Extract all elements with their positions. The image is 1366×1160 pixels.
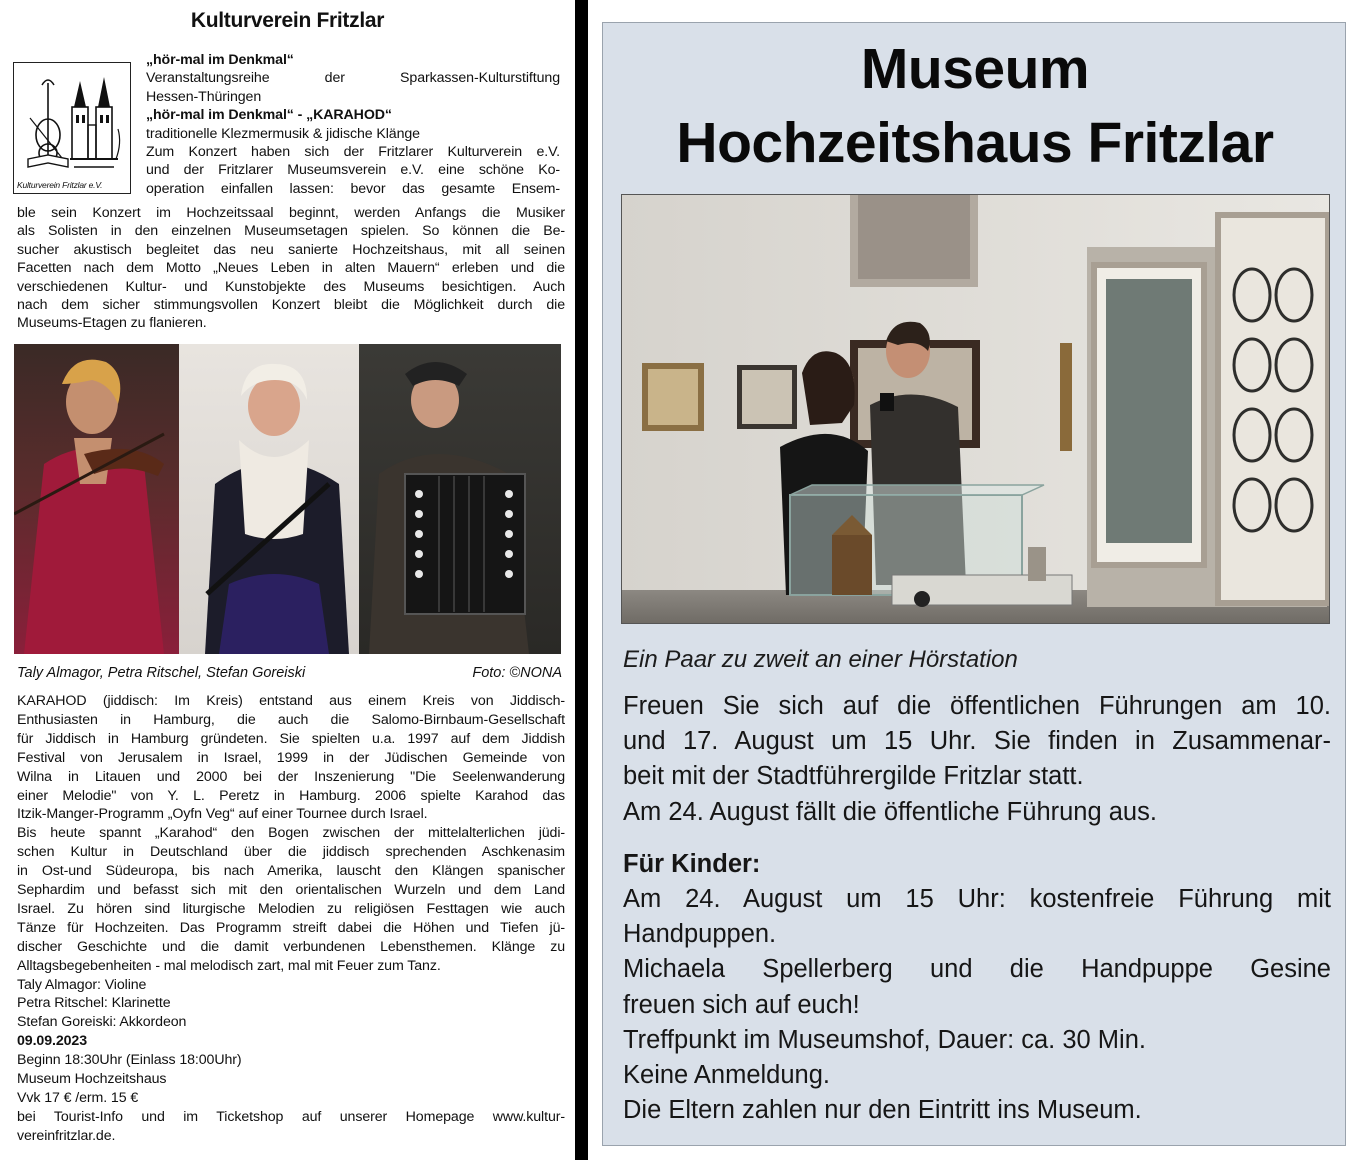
text-line: Am 24. August um 15 Uhr: kostenfreie Führung mit xyxy=(623,885,1331,913)
text-line: und 17. August um 15 Uhr. Sie finden in Zusammenar- xyxy=(623,727,1331,756)
museum-title-line1: Museum xyxy=(860,37,1090,101)
text-line: einer Melodie" von Y. L. Peretz in Hamburg. 2006 spielte Karahod das xyxy=(17,787,565,804)
text-line: Stefan Goreiski: Akkordeon xyxy=(17,1014,187,1031)
text-line: Am 24. August fällt die öffentliche Führung aus. xyxy=(623,797,1157,826)
museum-title-line2: Hochzeitshaus Fritzlar xyxy=(676,111,1274,175)
article-title: Kulturverein Fritzlar xyxy=(190,9,385,32)
text-line: nach dem sicher stimmungsvollen Konzert bleibt die Möglichkeit durch die xyxy=(17,297,565,313)
text-line: Keine Anmeldung. xyxy=(623,1061,830,1089)
intro-line: Zum Konzert haben sich der Fritzlarer Kulturverein e.V. xyxy=(146,144,560,160)
intro-line: operation einfallen lassen: bevor das gesamte Ensem- xyxy=(146,180,560,197)
kulturverein-article xyxy=(0,0,575,1160)
intro-line: Veranstaltungsreihe der Sparkassen-Kulturstiftung xyxy=(146,70,560,87)
text-line: Israel. Zu hören sind liturgische Melodien zu religiösen Festtagen wie auch xyxy=(17,900,565,917)
text-line: Tänze für Hochzeiten. Das Programm streift dabei die Höhen und Tiefen jü- xyxy=(17,919,565,936)
text-line: ble sein Konzert im Hochzeitssaal beginnt, werden Anfangs die Musiker xyxy=(17,205,565,221)
ensemble-photo xyxy=(14,344,561,654)
text-line: verschiedenen Kultur- und Kunstobjekte des Museums besichtigen. Auch xyxy=(17,278,565,295)
text-line: Taly Almagor: Violine xyxy=(17,976,147,993)
text-line: Museums-Etagen zu flanieren. xyxy=(17,315,207,332)
text-line: Michaela Spellerberg und die Handpuppe Gesine xyxy=(623,955,1331,984)
text-line: freuen sich auf euch! xyxy=(623,990,860,1019)
text-line: für Jiddisch in Hamburg gründeten. Sie spielten u.a. 1997 auf dem Jiddish xyxy=(17,730,565,747)
text-line: Facetten nach dem Motto „Neues Leben in alten Mauern“ erleben und die xyxy=(17,260,565,277)
photo-panel-violinist xyxy=(14,344,179,654)
text-line: Für Kinder: xyxy=(623,849,761,878)
text-line: Bis heute spannt „Karahod“ den Bogen zwischen der mittelalterlichen jüdi- xyxy=(17,825,565,842)
photo-credit: Foto: ©NONA xyxy=(472,665,562,681)
museum-listening-station-photo xyxy=(621,194,1330,624)
photo-caption-names: Taly Almagor, Petra Ritschel, Stefan Goreiski xyxy=(17,665,306,681)
photo-panel-accordionist xyxy=(359,344,561,654)
intro-line: „hör-mal im Denkmal“ - „KARAHOD“ xyxy=(146,107,392,124)
text-line: Freuen Sie sich auf die öffentlichen Führungen am 10. xyxy=(623,692,1331,720)
text-line: Treffpunkt im Museumshof, Dauer: ca. 30 Min. xyxy=(623,1025,1146,1054)
intro-line: traditionelle Klezmermusik & jidische Klänge xyxy=(146,125,420,142)
museum-article xyxy=(602,22,1346,1146)
text-line: Festival von Jerusalem in Israel, 1999 in der Jüdischen Gemeinde von xyxy=(17,749,565,766)
text-line: Enthusiasten in Hamburg, die auch die Salomo-Birnbaum-Gesellschaft xyxy=(17,711,565,728)
column-separator xyxy=(575,0,588,1160)
church-violin-icon xyxy=(14,63,129,175)
text-line: Alltagsbegebenheiten - mal melodisch zart, mal mit Feuer zum Tanz. xyxy=(17,957,441,974)
text-line: Die Eltern zahlen nur den Eintritt ins Museum. xyxy=(623,1096,1142,1125)
text-line: beit mit der Stadtführergilde Fritzlar statt. xyxy=(623,762,1084,791)
text-line: Wilna in Litauen und 2000 bei der Inszenierung "Die Seelenwanderung xyxy=(17,768,565,785)
text-line: sucher akustisch begleitet das neu sanierte Hochzeitshaus, mit all seinen xyxy=(17,241,565,258)
text-line: Vvk 17 € /erm. 15 € xyxy=(17,1089,139,1106)
text-line: als Solisten in den einzelnen Museumsetagen spielen. So können die Be- xyxy=(17,223,565,240)
text-line: Petra Ritschel: Klarinette xyxy=(17,995,171,1012)
text-line: schen Kultur in Deutschland über die jiddisch sprechenden Aschkenasim xyxy=(17,844,565,861)
intro-line: „hör-mal im Denkmal“ xyxy=(146,52,294,68)
intro-line: Hessen-Thüringen xyxy=(146,88,262,105)
text-line: KARAHOD (jiddisch: Im Kreis) entstand aus einem Kreis von Jiddisch- xyxy=(17,693,565,709)
text-line: Beginn 18:30Uhr (Einlass 18:00Uhr) xyxy=(17,1052,242,1069)
text-line: vereinfritzlar.de. xyxy=(17,1127,116,1144)
intro-line: und der Fritzlarer Museumsverein e.V. eine schöne Ko- xyxy=(146,162,560,179)
logo-caption: Kulturverein Fritzlar e.V. xyxy=(17,180,103,190)
museum-photo-caption: Ein Paar zu zweit an einer Hörstation xyxy=(623,646,1018,673)
text-line: Sephardim und befasst sich mit den orientalischen Wurzeln und dem Land xyxy=(17,882,565,898)
text-line: Handpuppen. xyxy=(623,920,777,949)
text-line: Museum Hochzeitshaus xyxy=(17,1071,167,1087)
text-line: bei Tourist-Info und im Ticketshop auf unserer Homepage www.kultur- xyxy=(17,1108,565,1125)
text-line: discher Geschichte und die damit verbundenen Lebensthemen. Klänge zu xyxy=(17,938,565,955)
text-line: Itzik-Manger-Programm „Oyfn Veg“ auf einer Tournee durch Israel. xyxy=(17,806,428,823)
text-line: in Ost-und Südeuropa, bis nach Amerika, lauscht den Klängen spanischer xyxy=(17,863,565,880)
text-line: 09.09.2023 xyxy=(17,1033,88,1050)
kulturverein-logo xyxy=(13,62,131,194)
photo-panel-clarinetist xyxy=(179,344,359,654)
